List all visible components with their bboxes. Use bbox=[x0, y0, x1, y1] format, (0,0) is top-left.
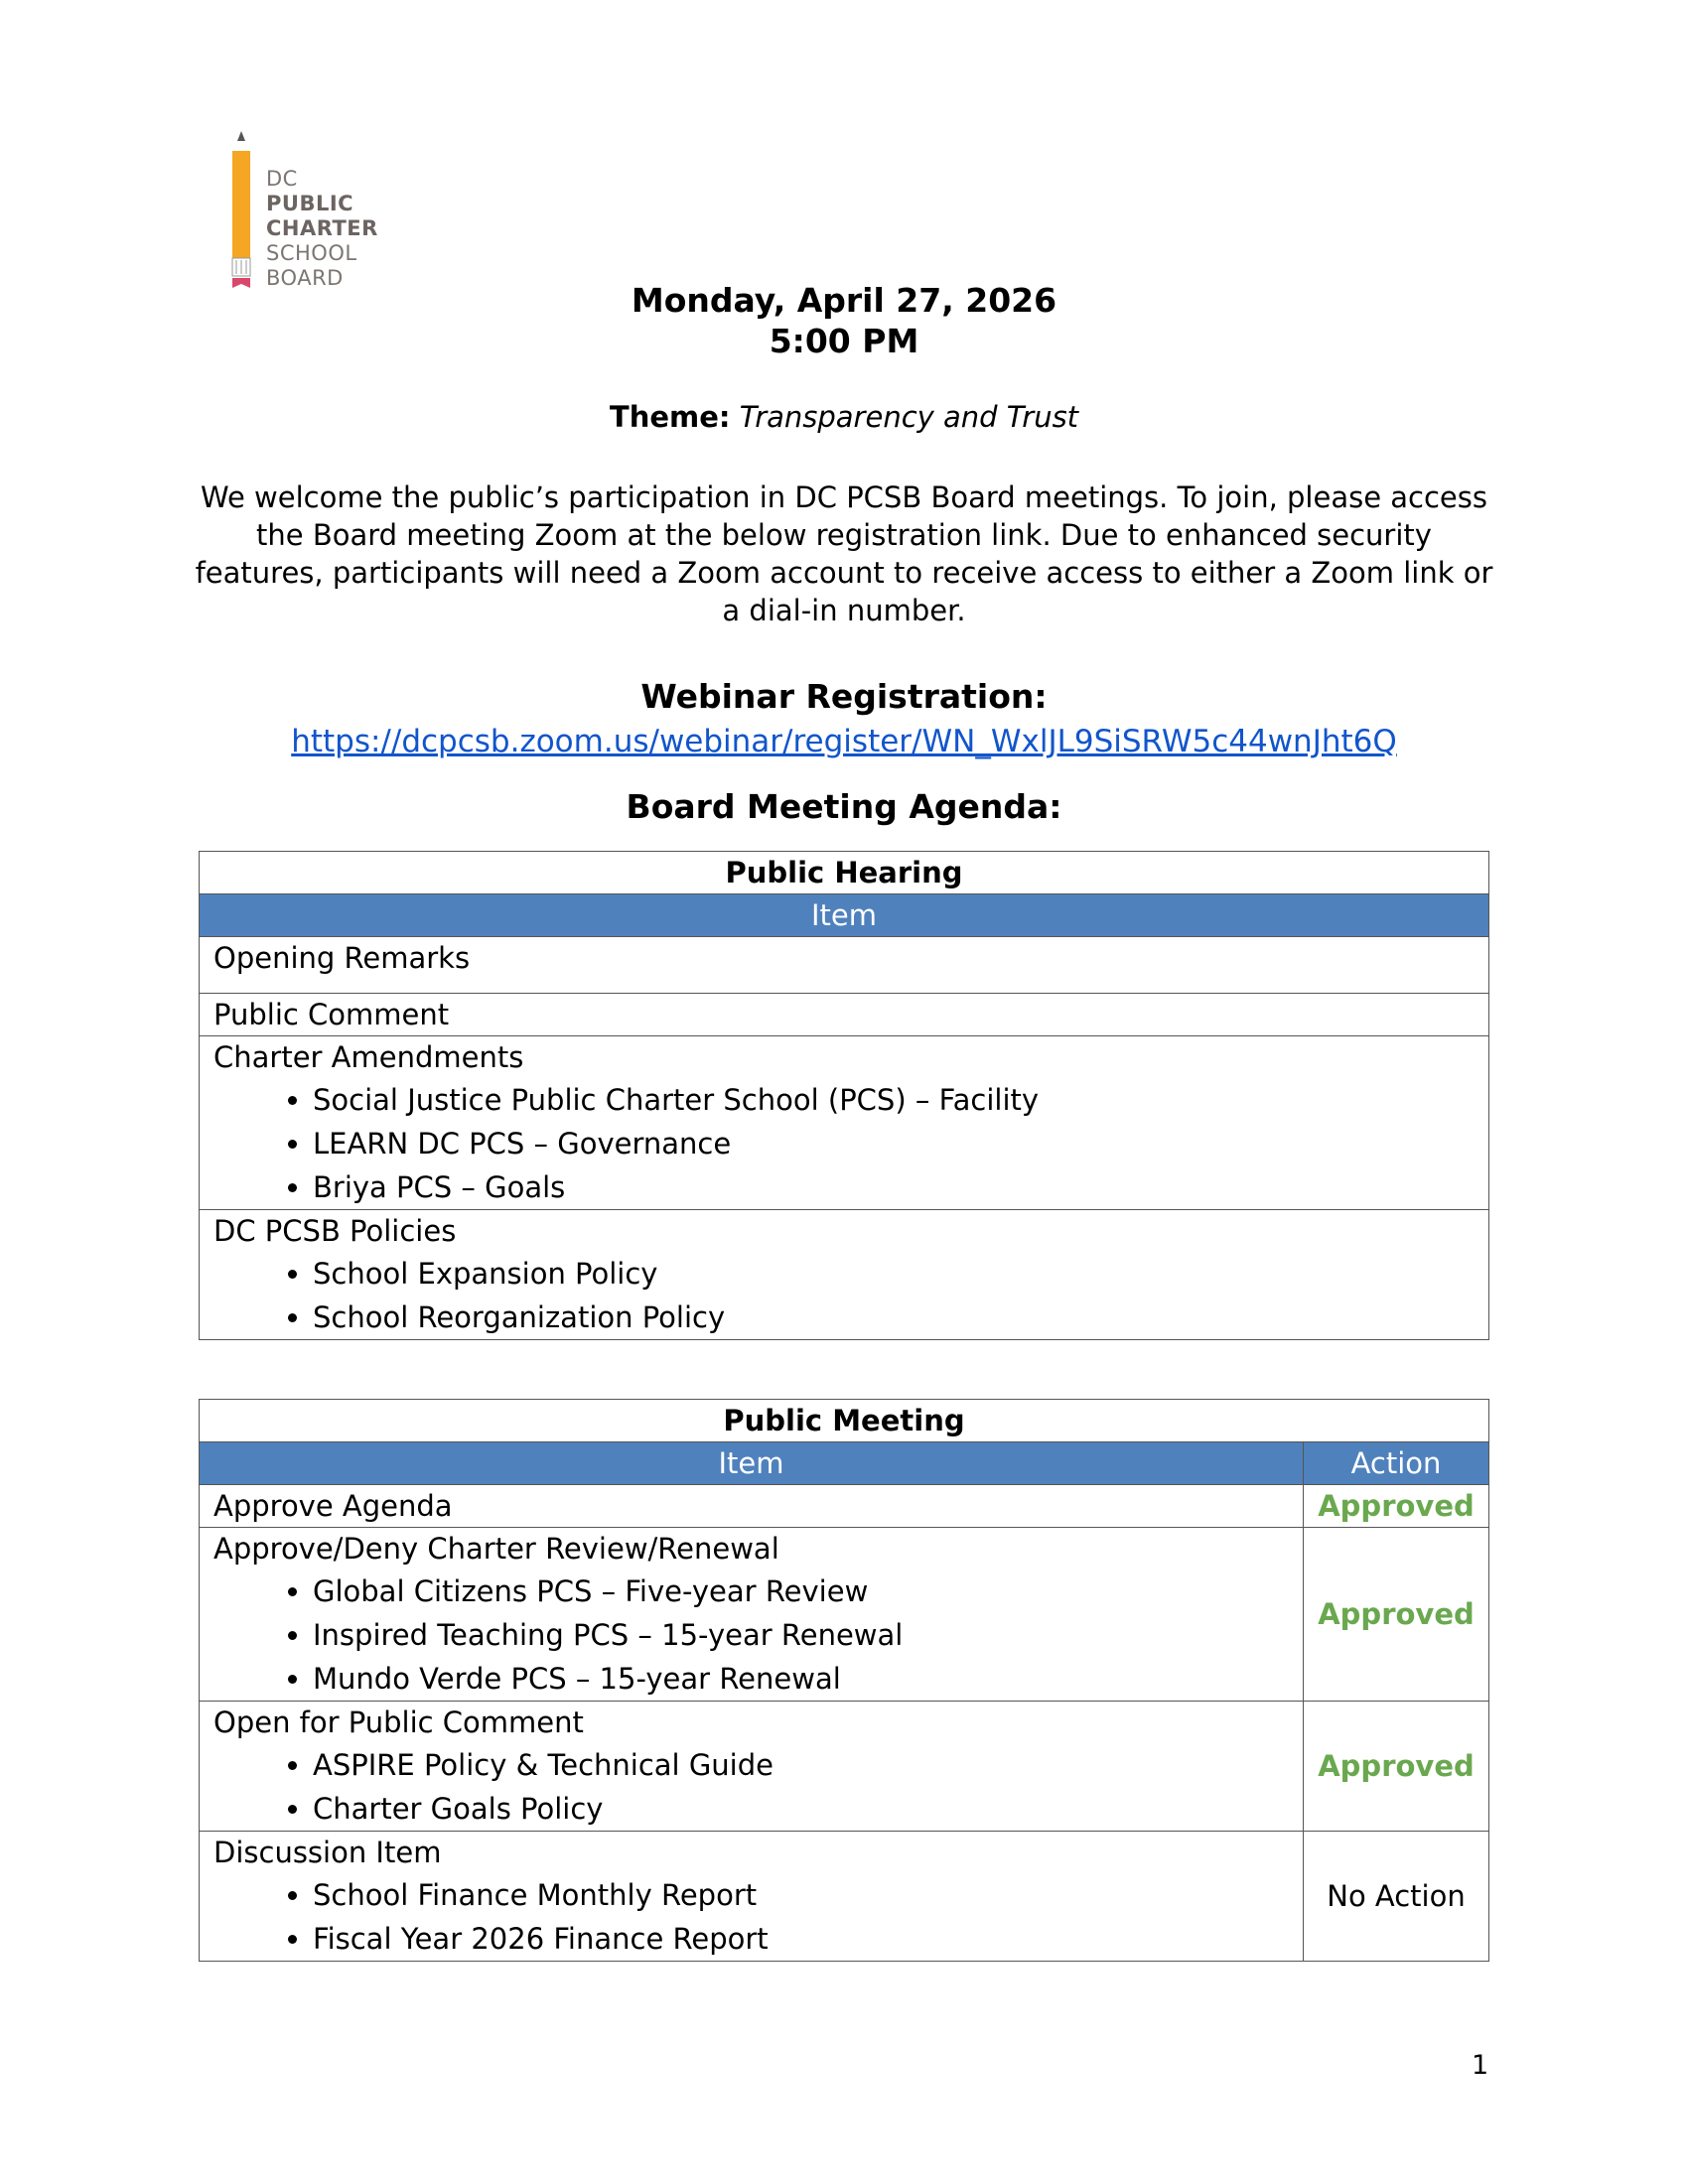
sub-item-list bbox=[213, 1252, 1475, 1339]
sub-item: • Inspired Teaching PCS – 15-year Renewal bbox=[313, 1613, 1289, 1657]
sub-item: • Global Citizens PCS – Five-year Review bbox=[313, 1570, 1289, 1613]
item-cell bbox=[200, 1210, 1489, 1340]
item-cell bbox=[200, 1036, 1489, 1210]
theme-value: Transparency and Trust bbox=[739, 400, 1079, 434]
item-label: Charter Amendments bbox=[213, 1040, 524, 1074]
table-row bbox=[200, 1485, 1489, 1528]
sub-item: • Charter Goals Policy bbox=[313, 1787, 1289, 1831]
sub-item: • Fiscal Year 2026 Finance Report bbox=[313, 1917, 1289, 1961]
meeting-date: Monday, April 27, 2026 bbox=[631, 281, 1057, 320]
item-cell bbox=[200, 1702, 1304, 1832]
item-cell bbox=[200, 1485, 1304, 1528]
sub-item-list bbox=[213, 1078, 1475, 1209]
pencil-icon bbox=[226, 129, 256, 298]
sub-item: • Mundo Verde PCS – 15-year Renewal bbox=[313, 1657, 1289, 1701]
table-title: Public Meeting bbox=[200, 1400, 1489, 1442]
item-label: Approve Agenda bbox=[213, 1489, 453, 1523]
table-row bbox=[200, 1702, 1489, 1832]
logo-line: PUBLIC bbox=[266, 192, 354, 215]
table-row bbox=[200, 994, 1489, 1036]
public-hearing-table bbox=[199, 851, 1489, 1340]
logo-text bbox=[266, 167, 378, 291]
sub-item: • Social Justice Public Charter School (PCS) – Facility bbox=[313, 1078, 1475, 1122]
item-cell bbox=[200, 937, 1489, 994]
public-meeting-table bbox=[199, 1399, 1489, 1962]
logo-line: CHARTER bbox=[266, 216, 378, 240]
item-label: Discussion Item bbox=[213, 1836, 442, 1869]
item-label: DC PCSB Policies bbox=[213, 1214, 457, 1248]
table-row bbox=[200, 937, 1489, 994]
meeting-datetime bbox=[199, 280, 1489, 361]
meeting-time: 5:00 PM bbox=[769, 322, 919, 360]
table-row bbox=[200, 1210, 1489, 1340]
action-status: No Action bbox=[1304, 1832, 1489, 1962]
sub-item: • School Reorganization Policy bbox=[313, 1296, 1475, 1339]
registration-link[interactable]: https://dcpcsb.zoom.us/webinar/register/WN_WxlJL9SiSRW5c44wnJht6Q bbox=[291, 724, 1397, 759]
table-title: Public Hearing bbox=[200, 852, 1489, 894]
sub-item: • Briya PCS – Goals bbox=[313, 1165, 1475, 1209]
column-header-action: Action bbox=[1304, 1442, 1489, 1485]
welcome-paragraph: We welcome the public’s participation in DC PCSB Board meetings. To join, please access the Board meeting Zoom at the below registration link. Due to enhanced security features, participants will need a Zoom account to receive access to either a Zoom link or a dial-in number. bbox=[195, 480, 1493, 627]
theme-line bbox=[199, 399, 1489, 435]
action-status: Approved bbox=[1304, 1485, 1489, 1528]
page-number: 1 bbox=[1472, 2050, 1489, 2081]
logo-line: SCHOOL bbox=[266, 241, 357, 265]
sub-item-list bbox=[213, 1570, 1289, 1701]
table-row bbox=[200, 1832, 1489, 1962]
sub-item-list bbox=[213, 1873, 1289, 1961]
table-row bbox=[200, 1036, 1489, 1210]
item-cell bbox=[200, 1528, 1304, 1702]
theme-label: Theme: bbox=[609, 400, 731, 434]
item-label: Public Comment bbox=[213, 998, 450, 1031]
item-cell bbox=[200, 994, 1489, 1036]
sub-item-list bbox=[213, 1743, 1289, 1831]
sub-item: • School Finance Monthly Report bbox=[313, 1873, 1289, 1917]
action-status: Approved bbox=[1304, 1702, 1489, 1832]
sub-item: • LEARN DC PCS – Governance bbox=[313, 1122, 1475, 1165]
dcpcsb-logo bbox=[226, 129, 425, 298]
item-label: Open for Public Comment bbox=[213, 1706, 584, 1739]
logo-line: BOARD bbox=[266, 266, 344, 290]
item-cell bbox=[200, 1832, 1304, 1962]
table-row bbox=[200, 1528, 1489, 1702]
column-header-item: Item bbox=[200, 1442, 1304, 1485]
agenda-title: Board Meeting Agenda: bbox=[626, 787, 1062, 826]
sub-item: • ASPIRE Policy & Technical Guide bbox=[313, 1743, 1289, 1787]
sub-item: • School Expansion Policy bbox=[313, 1252, 1475, 1296]
item-label: Opening Remarks bbox=[213, 941, 471, 975]
column-header-item: Item bbox=[200, 894, 1489, 937]
logo-line: DC bbox=[266, 167, 298, 191]
action-status: Approved bbox=[1304, 1528, 1489, 1702]
item-label: Approve/Deny Charter Review/Renewal bbox=[213, 1532, 779, 1566]
registration-title: Webinar Registration: bbox=[640, 677, 1048, 716]
